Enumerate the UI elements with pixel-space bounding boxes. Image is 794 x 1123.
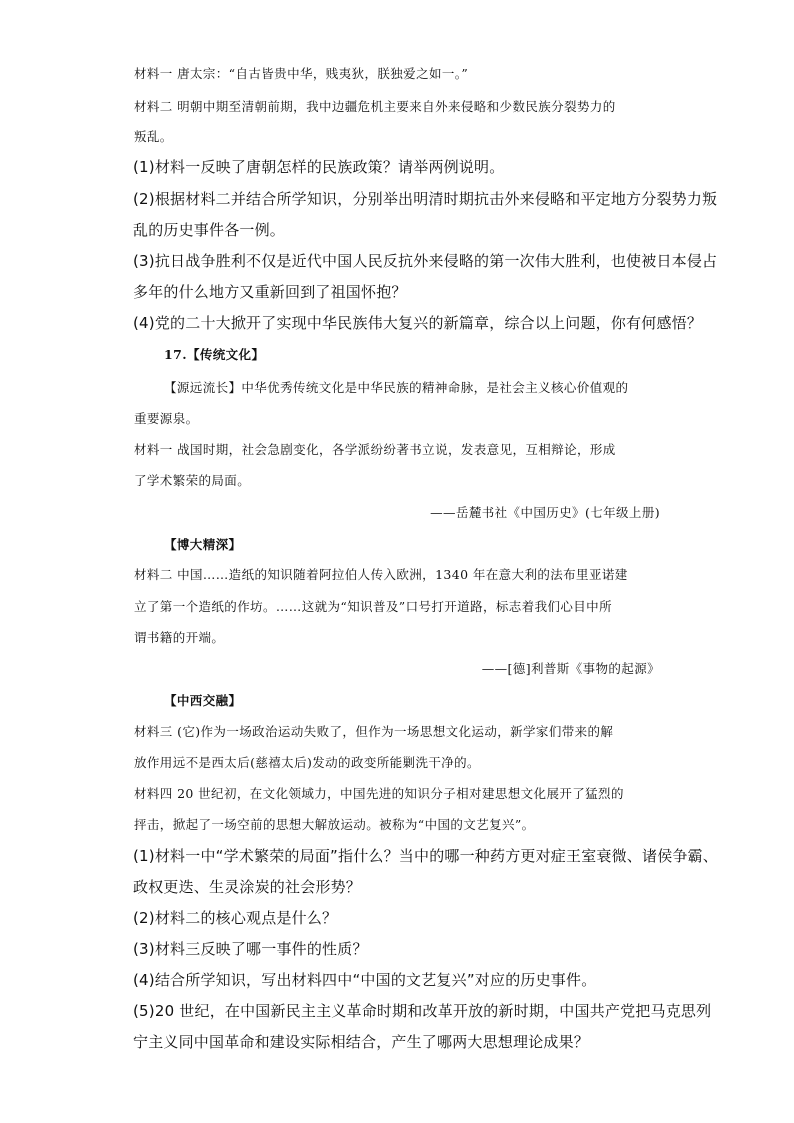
material-3-line-2: 放作用远不是西太后(慈禧太后)发动的政变所能剿洗干净的。 [134, 755, 480, 770]
material-1b-line-1: 材料一 战国时期，社会急剧变化，各学派纷纷著书立说，发表意见，互相辩论，形成 [134, 442, 616, 457]
section-zhongxi-jiaorong: 【中西交融】 [164, 693, 242, 708]
question-2-line-1: (2)根据材料二并结合所学知识，分别举出明清时期抗击外来侵略和平定地方分裂势力叛 [133, 190, 718, 208]
material-3-line-1: 材料三 (它)作为一场政治运动失败了，但作为一场思想文化运动，新学家们带来的解 [134, 724, 614, 739]
question-3-line-1: (3)抗日战争胜利不仅是近代中国人民反抗外来侵略的第一次伟大胜利，也使被日本侵占 [133, 252, 718, 270]
question-17-2: (2)材料二的核心观点是什么？ [133, 909, 338, 927]
question-1: (1)材料一反映了唐朝怎样的民族政策？请举两例说明。 [133, 158, 505, 176]
question-17-3: (3)材料三反映了哪一事件的性质？ [133, 940, 368, 958]
question-17-5-line-2: 宁主义同中国革命和建设实际相结合，产生了哪两大思想理论成果？ [133, 1033, 590, 1051]
material-2b-line-2: 立了第一个造纸的作坊。……这就为“知识普及”口号打开道路，标志着我们心目中所 [134, 599, 612, 614]
material-2-line-1: 材料二 明朝中期至清朝前期，我中边疆危机主要来自外来侵略和少数民族分裂势力的 [134, 99, 616, 114]
question-17-4: (4)结合所学知识，写出材料四中“中国的文艺复兴”对应的历史事件。 [133, 971, 597, 989]
material-2b-line-3: 谓书籍的开端。 [134, 630, 225, 645]
question-17-1-line-1: (1)材料一中“学术繁荣的局面”指什么？当中的哪一种药方更对症王室衰微、诸侯争霸、 [133, 847, 718, 865]
material-1b-line-2: 了学术繁荣的局面。 [134, 473, 251, 488]
question-4: (4)党的二十大掀开了实现中华民族伟大复兴的新篇章，综合以上问题，你有何感悟？ [133, 314, 703, 332]
question-2-line-2: 乱的历史事件各一例。 [133, 221, 286, 239]
section-boda-jingshen: 【博大精深】 [164, 537, 242, 552]
section-yuanyuan-line-1: 【源远流长】中华优秀传统文化是中华民族的精神命脉，是社会主义核心价值观的 [164, 380, 629, 395]
question-17-1-line-2: 政权更迭、生灵涂炭的社会形势？ [133, 878, 362, 896]
question-17-5-line-1: (5)20 世纪，在中国新民主主义革命时期和改革开放的新时期，中国共产党把马克思列 [133, 1002, 712, 1020]
question-17-heading: 17.【传统文化】 [164, 347, 265, 362]
source-lipps: ——[德]利普斯《事物的起源》 [481, 661, 660, 676]
material-4-line-1: 材料四 20 世纪初，在文化领域力，中国先进的知识分子相对建思想文化展开了猛烈的 [134, 786, 624, 801]
section-yuanyuan-line-2: 重要源泉。 [134, 411, 199, 426]
material-4-line-2: 抨击，掀起了一场空前的思想大解放运动。被称为“中国的文艺复兴”。 [134, 817, 535, 832]
material-2-line-2: 叛乱。 [134, 129, 173, 144]
question-3-line-2: 多年的什么地方又重新回到了祖国怀抱？ [133, 283, 407, 301]
material-1-tang-taizong: 材料一 唐太宗：“自古皆贵中华，贱夷狄，朕独爱之如一。” [134, 66, 469, 81]
material-2b-line-1: 材料二 中国……造纸的知识随着阿拉伯人传入欧洲，1340 年在意大利的法布里亚诺建 [134, 567, 628, 582]
source-yuelu-shushe: ——岳麓书社《中国历史》(七年级上册) [430, 505, 660, 520]
